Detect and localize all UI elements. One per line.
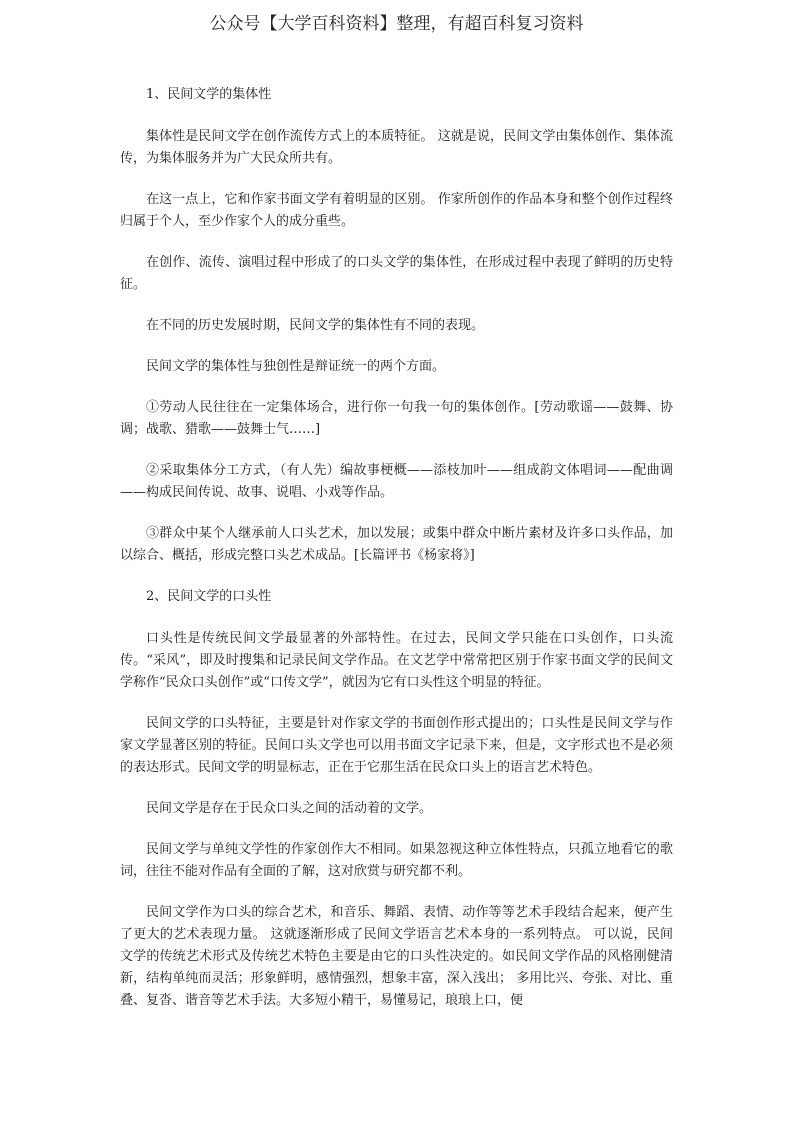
paragraph: ①劳动人民往往在一定集体场合，进行你一句我一句的集体创作。[劳动歌谣——鼓舞、协调；战歌、猎歌——鼓舞士气……] xyxy=(120,400,673,437)
paragraph: 民间文学的集体性与独创性是辩证统一的两个方面。 xyxy=(146,359,446,374)
paragraph: 集体性是民间文学在创作流传方式上的本质特征。 这就是说，民间文学由集体创作、集体流传，为集体服务并为广大民众所共有。 xyxy=(120,129,673,166)
paragraph: 民间文学与单纯文学性的作家创作大不相同。如果忽视这种立体性特点，只孤立地看它的歌词，往往不能对作品有全面的了解，这对欣赏与研究都不利。 xyxy=(120,842,673,879)
section-heading: 2、民间文学的口头性 xyxy=(146,589,272,604)
paragraph: 民间文学的口头特征，主要是针对作家文学的书面创作形式提出的；口头性是民间文学与作家文学显著区别的特征。民间口头文学也可以用书面文字记录下来，但是，文字形式也不是必须的表达形式。民间文学的明显标志，正在于它那生活在民众口头上的语言艺术特色。 xyxy=(120,716,673,775)
paragraph: ③群众中某个人继承前人口头艺术，加以发展；或集中群众中断片素材及许多口头作品，加以综合、概括，形成完整口头艺术成品。[长篇评书《杨家将》] xyxy=(120,526,673,563)
paragraph: 在这一点上，它和作家书面文学有着明显的区别。 作家所创作的作品本身和整个创作过程终归属于个人，至少作家个人的成分重些。 xyxy=(120,192,673,229)
paragraph: 在不同的历史发展时期，民间文学的集体性有不同的表现。 xyxy=(146,318,485,333)
paragraph: 在创作、流传、演唱过程中形成了的口头文学的集体性，在形成过程中表现了鲜明的历史特征。 xyxy=(120,255,673,292)
paragraph: 民间文学是存在于民众口头之间的活动着的文学。 xyxy=(146,801,433,816)
paragraph: ②采取集体分工方式，（有人先）编故事梗概——添枝加叶——组成韵文体唱词——配曲调——构成民间传说、故事、说唱、小戏等作品。 xyxy=(120,463,673,500)
paragraph: 口头性是传统民间文学最显著的外部特性。在过去，民间文学只能在口头创作，口头流传。“采风”，即及时搜集和记录民间文学作品。在文艺学中常常把区别于作家书面文学的民间文学称作“民众口头创作”或“口传文学”，就因为它有口头性这个明显的特征。 xyxy=(120,631,673,690)
document-body xyxy=(120,84,673,1031)
section-heading: 1、民间文学的集体性 xyxy=(146,87,272,102)
page-header: 公众号【大学百科资料】整理，有超百科复习资料 xyxy=(209,14,584,34)
paragraph: 民间文学作为口头的综合艺术，和音乐、舞蹈、表情、动作等等艺术手段结合起来，便产生了更大的艺术表现力量。 这就逐渐形成了民间文学语言艺术本身的一系列特点。 可以说，民间文学的传统艺术形式及传统艺术特色主要是由它的口头性决定的。如民间文学作品的风格刚健清新，结构单纯而灵活；形象鲜明，感情强烈，想象丰富，深入浅出； 多用比兴、夸张、对比、重叠、复沓、谐音等艺术手法。大多短小精干，易懂易记，琅琅上口，便 xyxy=(120,905,673,1008)
